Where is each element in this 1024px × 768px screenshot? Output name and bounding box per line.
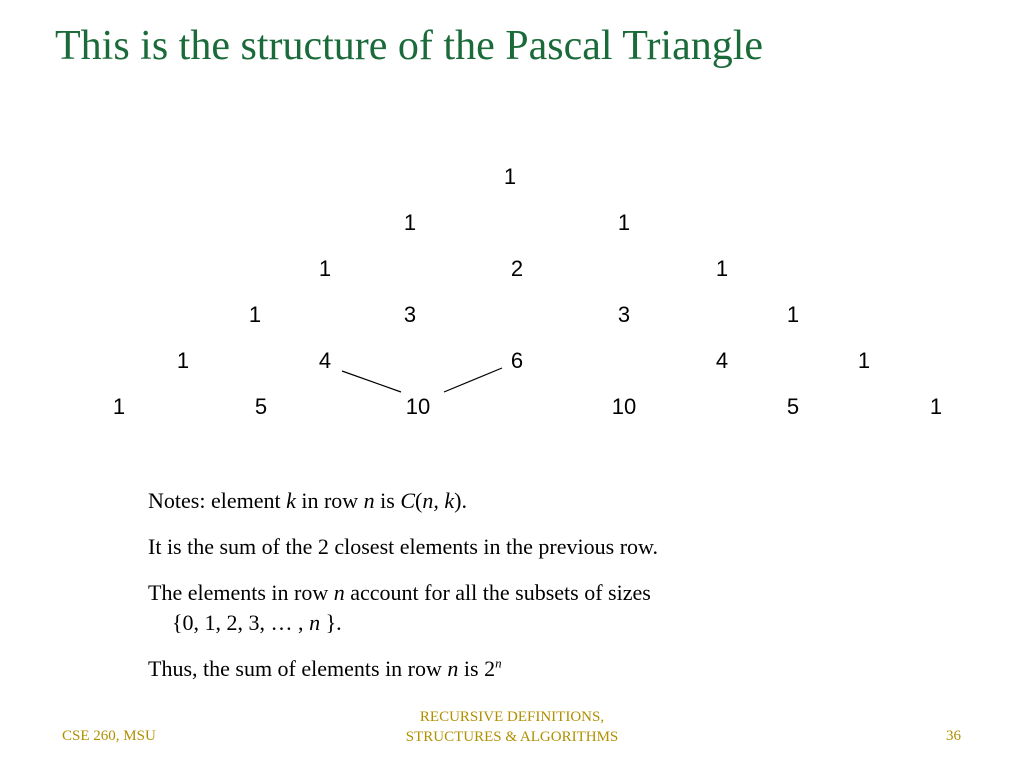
note-var-nk: n, k bbox=[422, 488, 455, 513]
triangle-entry-r2-k0: 1 bbox=[318, 256, 332, 281]
triangle-entry-r3-k3: 1 bbox=[786, 302, 800, 327]
triangle-entry-r2-k2: 1 bbox=[715, 256, 729, 281]
note-exponent-n: n bbox=[495, 655, 502, 671]
note-text: ( bbox=[415, 488, 423, 513]
note-row-sum bbox=[148, 654, 908, 684]
note-element-definition bbox=[148, 486, 908, 516]
triangle-entry-r4-k2: 6 bbox=[510, 348, 524, 373]
note-var-k: k bbox=[286, 488, 296, 513]
note-text: is bbox=[374, 488, 401, 513]
note-text: Notes: element bbox=[148, 488, 287, 513]
connector-line-left bbox=[342, 371, 401, 392]
footer-page-number: 36 bbox=[946, 728, 961, 744]
note-text: account for all the subsets of sizes bbox=[344, 580, 651, 605]
triangle-entry-r5-k2: 10 bbox=[405, 394, 431, 419]
note-text: ). bbox=[454, 488, 467, 513]
triangle-entry-r3-k1: 3 bbox=[403, 302, 417, 327]
note-text: Thus, the sum of elements in row bbox=[148, 656, 448, 681]
note-var-n: n bbox=[309, 610, 321, 635]
note-var-c: C bbox=[400, 488, 416, 513]
note-var-n: n bbox=[363, 488, 375, 513]
note-sum-rule: It is the sum of the 2 closest elements in the previous row. bbox=[148, 534, 658, 559]
note-subsets bbox=[148, 578, 908, 608]
triangle-entry-r3-k0: 1 bbox=[248, 302, 262, 327]
footer-topic bbox=[394, 707, 630, 747]
note-text: }. bbox=[320, 610, 342, 635]
triangle-entry-r4-k3: 4 bbox=[715, 348, 729, 373]
note-text: is 2 bbox=[458, 656, 496, 681]
triangle-entry-r5-k3: 10 bbox=[611, 394, 637, 419]
note-text: in row bbox=[295, 488, 364, 513]
note-var-n: n bbox=[447, 656, 459, 681]
note-var-n: n bbox=[333, 580, 345, 605]
notes-block bbox=[148, 486, 908, 700]
triangle-entry-r4-k0: 1 bbox=[176, 348, 190, 373]
triangle-entry-r4-k1: 4 bbox=[318, 348, 332, 373]
triangle-entry-r1-k0: 1 bbox=[403, 210, 417, 235]
footer-course: CSE 260, MSU bbox=[62, 728, 156, 744]
triangle-entry-r2-k1: 2 bbox=[510, 256, 524, 281]
triangle-entry-r5-k0: 1 bbox=[112, 394, 126, 419]
triangle-entry-r5-k1: 5 bbox=[254, 394, 268, 419]
slide-title: This is the structure of the Pascal Triangle bbox=[55, 23, 764, 69]
triangle-entry-r3-k2: 3 bbox=[617, 302, 631, 327]
note-subsets-continued bbox=[148, 608, 908, 638]
triangle-entry-r1-k1: 1 bbox=[617, 210, 631, 235]
triangle-entry-r5-k5: 1 bbox=[929, 394, 943, 419]
note-text: The elements in row bbox=[148, 580, 334, 605]
note-text: {0, 1, 2, 3, … , bbox=[172, 610, 310, 635]
triangle-entry-r0-k0: 1 bbox=[503, 164, 517, 189]
footer-topic-line1: RECURSIVE DEFINITIONS, bbox=[419, 709, 605, 725]
footer-topic-line2: STRUCTURES & ALGORITHMS bbox=[405, 729, 619, 745]
triangle-entry-r5-k4: 5 bbox=[786, 394, 800, 419]
triangle-entry-r4-k4: 1 bbox=[857, 348, 871, 373]
connector-line-right bbox=[444, 368, 502, 392]
